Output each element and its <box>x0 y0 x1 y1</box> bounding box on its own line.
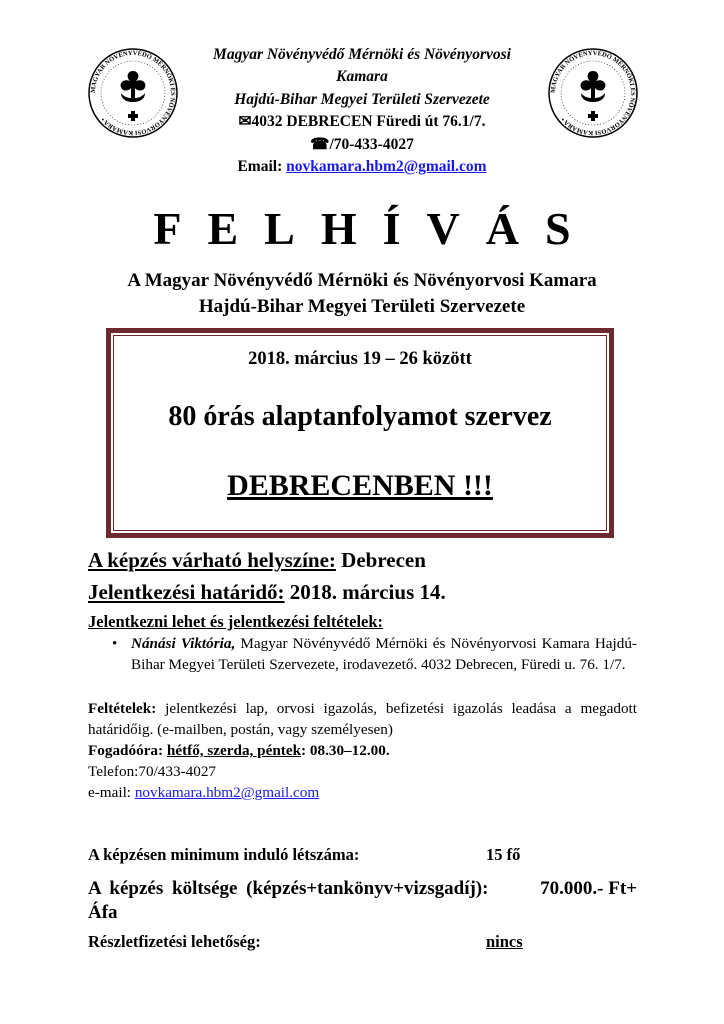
location-line <box>88 548 426 573</box>
telephone-icon: ☎ <box>310 136 330 153</box>
deadline-line <box>88 580 446 605</box>
org-name-line2: Kamara <box>336 68 388 85</box>
hours-label: Fogadóóra: <box>88 742 167 759</box>
contact-name: Nánási Viktória, <box>131 635 236 652</box>
hours-days: hétfő, szerda, péntek <box>166 742 302 759</box>
email-line-body <box>88 782 319 803</box>
org-name-line1: Magyar Növényvédő Mérnöki és Növényorvosi <box>213 46 511 63</box>
subtitle-line1: A Magyar Növényvédő Mérnöki és Növényorvosi Kamara <box>127 270 597 291</box>
deadline-label: Jelentkezési határidő: <box>88 580 285 604</box>
contact-text: Magyar Növényvédő Mérnöki és Növényorvosi Kamara Hajdú-Bihar Megyei Területi Szervezete, irodavezető. 4032 Debrecen, Füredi u. 76. 1/7. <box>131 635 637 673</box>
svg-text:MAGYAR NÖVÉNYVÉDŐ MÉRNÖKI ÉS N: MAGYAR NÖVÉNYVÉDŐ MÉRNÖKI ÉS NÖVÉNYORVOSI KAMARA • <box>549 49 637 137</box>
conditions-text: jelentkezési lap, orvosi igazolás, befizetési igazolás leadása a megadott határidőig. (e-mailben, postán, vagy személyesen) <box>88 700 637 738</box>
cost-line <box>88 878 637 900</box>
email-link[interactable]: novkamara.hbm2@gmail.com <box>286 158 487 175</box>
min-participants-label: A képzésen minimum induló létszáma: <box>88 845 360 864</box>
bullet-icon: • <box>112 635 118 652</box>
cost-label: A képzés költsége (képzés+tankönyv+vizsgadíj): <box>88 878 489 899</box>
conditions-label: Feltételek: <box>88 700 157 717</box>
min-participants-value: 15 fő <box>486 845 521 864</box>
course-dates: 2018. március 19 – 26 között <box>248 349 472 369</box>
location-value: Debrecen <box>335 548 426 572</box>
org-name-line3: Hajdú-Bihar Megyei Területi Szervezete <box>234 91 490 108</box>
installment-value: nincs <box>486 932 523 951</box>
envelope-icon: ✉ <box>238 113 252 130</box>
address-line <box>0 111 724 132</box>
apply-heading: Jelentkezni lehet és jelentkezési feltételek: <box>88 612 384 631</box>
subtitle-line2: Hajdú-Bihar Megyei Területi Szervezete <box>198 296 526 317</box>
phone-number: Telefon:70/433-4027 <box>88 763 217 780</box>
office-hours <box>88 740 390 761</box>
email-label: Email: <box>237 158 287 175</box>
email-label-body: e-mail: <box>88 784 135 801</box>
contact-item <box>131 633 637 675</box>
installment-label: Részletfizetési lehetőség: <box>88 932 261 951</box>
hours-time: : 08.30–12.00. <box>301 742 390 759</box>
phone-text: /70-433-4027 <box>329 136 414 153</box>
course-city: DEBRECENBEN !!! <box>227 469 493 502</box>
course-description: 80 órás alaptanfolyamot szervez <box>168 401 552 432</box>
email-link-body[interactable]: novkamara.hbm2@gmail.com <box>134 784 320 801</box>
deadline-value: 2018. március 14. <box>284 580 446 604</box>
announcement-box <box>106 328 614 538</box>
cost-value: 70.000.- Ft+ <box>540 878 637 899</box>
cost-suffix: Áfa <box>88 902 118 923</box>
svg-text:MAGYAR NÖVÉNYVÉDŐ MÉRNÖKI ÉS N: MAGYAR NÖVÉNYVÉDŐ MÉRNÖKI ÉS NÖVÉNYORVOSI KAMARA • <box>89 49 177 137</box>
location-label: A képzés várható helyszíne: <box>88 548 336 572</box>
address-text: 4032 DEBRECEN Füredi út 76.1/7. <box>251 113 486 130</box>
phone-line <box>0 134 724 155</box>
conditions <box>88 698 637 740</box>
document-title: FELHÍVÁS <box>153 203 597 254</box>
email-line <box>0 156 724 177</box>
